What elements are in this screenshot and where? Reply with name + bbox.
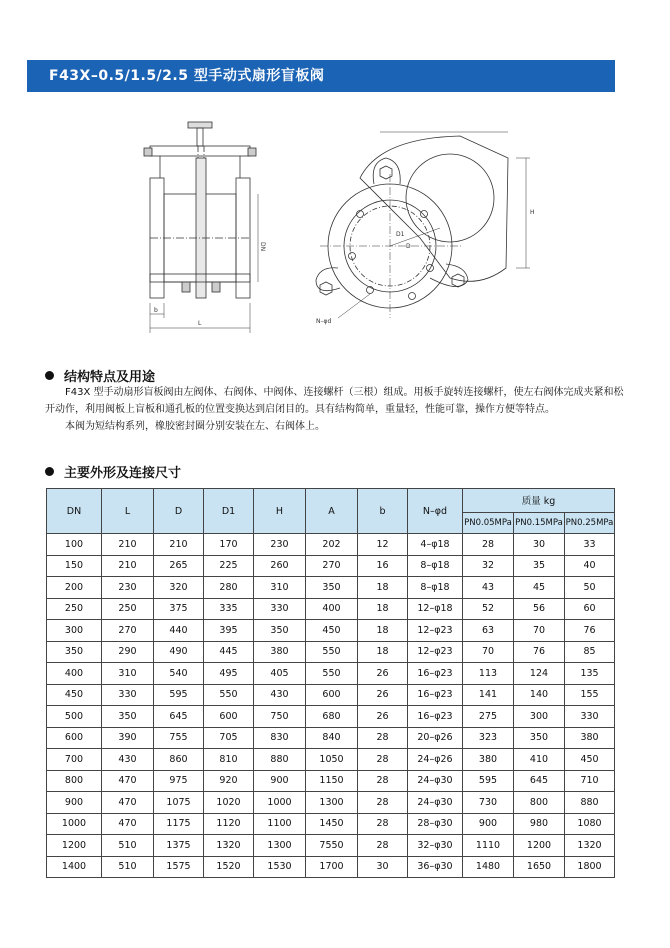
section-dimensions-heading: 主要外形及连接尺寸 [45,462,181,481]
table-cell: 230 [102,577,154,599]
table-cell: 100 [47,534,102,556]
table-cell: 680 [306,706,358,728]
table-cell: 350 [47,641,102,663]
table-cell: 202 [306,534,358,556]
col-header-d1: D1 [204,489,254,534]
table-cell: 810 [204,749,254,771]
table-row [47,770,615,792]
table-cell: 1650 [514,856,565,878]
table-body [47,534,615,878]
bullet-icon [45,467,54,476]
table-cell: 880 [254,749,306,771]
table-row [47,598,615,620]
table-cell: 550 [306,641,358,663]
dim-d-label: D [406,243,411,250]
section-structure-text [45,384,625,435]
table-cell: 150 [47,555,102,577]
table-cell: 260 [254,555,306,577]
table-row [47,641,615,663]
table-cell: 710 [565,770,615,792]
table-cell: 830 [254,727,306,749]
table-cell: 840 [306,727,358,749]
table-cell: 330 [254,598,306,620]
table-cell: 76 [565,620,615,642]
table-cell: 975 [154,770,204,792]
table-cell: 1800 [565,856,615,878]
table-cell: 24–φ30 [408,792,463,814]
table-cell: 450 [47,684,102,706]
table-cell: 76 [514,641,565,663]
table-cell: 26 [358,663,408,685]
table-cell: 113 [463,663,514,685]
table-cell: 1075 [154,792,204,814]
table-cell: 250 [47,598,102,620]
table-cell: 43 [463,577,514,599]
dim-d1-label: D1 [396,231,405,238]
table-row [47,620,615,642]
table-cell: 26 [358,706,408,728]
col-header-dn: DN [47,489,102,534]
table-cell: 8–φ18 [408,577,463,599]
table-cell: 26 [358,684,408,706]
table-cell: 85 [565,641,615,663]
table-cell: 225 [204,555,254,577]
table-cell: 210 [102,555,154,577]
table-cell: 265 [154,555,204,577]
table-cell: 270 [102,620,154,642]
table-cell: 50 [565,577,615,599]
table-cell: 8–φ18 [408,555,463,577]
table-cell: 310 [254,577,306,599]
section-structure-heading: 结构特点及用途 [45,366,155,385]
table-row [47,813,615,835]
table-cell: 540 [154,663,204,685]
table-cell: 124 [514,663,565,685]
table-cell: 28 [358,813,408,835]
table-cell: 330 [565,706,615,728]
table-cell: 52 [463,598,514,620]
table-row [47,835,615,857]
table-cell: 24–φ26 [408,749,463,771]
table-cell: 920 [204,770,254,792]
table-cell: 1320 [204,835,254,857]
table-cell: 1200 [514,835,565,857]
structure-paragraph: F43X 型手动扇形盲板阀由左阀体、右阀体、中阀体、连接螺杆（三根）组成。用板手旋转连接螺杆，使左右阀体完成夹紧和松开动作，利用阀板上盲板和通孔板的位置变换达到启闭目的。具有结构简单，重量轻，性能可靠，操作方便等特点。 [45,387,624,415]
table-row [47,792,615,814]
table-cell: 300 [47,620,102,642]
col-header-nd: N–φd [408,489,463,534]
table-cell: 350 [102,706,154,728]
table-row [47,684,615,706]
table-cell: 1480 [463,856,514,878]
col-header-pn015: PN0.15MPa [514,512,565,533]
table-cell: 350 [306,577,358,599]
table-cell: 1175 [154,813,204,835]
table-cell: 320 [154,577,204,599]
table-cell: 155 [565,684,615,706]
table-cell: 310 [102,663,154,685]
table-cell: 18 [358,641,408,663]
table-cell: 390 [102,727,154,749]
table-cell: 28 [463,534,514,556]
table-cell: 290 [102,641,154,663]
table-cell: 350 [514,727,565,749]
table-cell: 550 [306,663,358,685]
table-cell: 405 [254,663,306,685]
table-cell: 20–φ26 [408,727,463,749]
dim-b-label: b [154,307,158,314]
table-cell: 430 [254,684,306,706]
table-cell: 705 [204,727,254,749]
table-cell: 470 [102,770,154,792]
table-cell: 1400 [47,856,102,878]
table-cell: 4–φ18 [408,534,463,556]
table-cell: 1700 [306,856,358,878]
table-row [47,706,615,728]
table-cell: 700 [47,749,102,771]
table-cell: 470 [102,792,154,814]
table-cell: 28 [358,792,408,814]
table-cell: 380 [463,749,514,771]
table-cell: 32 [463,555,514,577]
table-cell: 900 [47,792,102,814]
table-cell: 380 [565,727,615,749]
table-cell: 1150 [306,770,358,792]
col-header-pn025: PN0.25MPa [565,512,615,533]
col-header-b: b [358,489,408,534]
col-header-h: H [254,489,306,534]
table-cell: 18 [358,620,408,642]
table-cell: 1120 [204,813,254,835]
table-cell: 395 [204,620,254,642]
table-cell: 1575 [154,856,204,878]
table-cell: 16–φ23 [408,706,463,728]
table-cell: 32–φ30 [408,835,463,857]
table-cell: 880 [565,792,615,814]
table-cell: 210 [102,534,154,556]
table-cell: 1520 [204,856,254,878]
table-cell: 28 [358,835,408,857]
table-cell: 800 [514,792,565,814]
table-row [47,555,615,577]
table-cell: 445 [204,641,254,663]
table-cell: 900 [463,813,514,835]
table-cell: 280 [204,577,254,599]
table-row [47,856,615,878]
table-row [47,534,615,556]
table-cell: 380 [254,641,306,663]
table-cell: 1000 [254,792,306,814]
table-cell: 430 [102,749,154,771]
col-header-mass: 质量 kg [463,489,615,513]
table-cell: 12 [358,534,408,556]
table-cell: 755 [154,727,204,749]
table-cell: 1050 [306,749,358,771]
table-cell: 400 [47,663,102,685]
table-cell: 70 [514,620,565,642]
table-cell: 16 [358,555,408,577]
table-cell: 800 [47,770,102,792]
table-cell: 24–φ30 [408,770,463,792]
front-view [316,132,530,318]
table-cell: 1020 [204,792,254,814]
structure-note: 本阀为短结构系列，橡胶密封圈分别安装在左、右阀体上。 [65,421,325,432]
table-cell: 860 [154,749,204,771]
table-cell: 200 [47,577,102,599]
table-cell: 40 [565,555,615,577]
table-cell: 70 [463,641,514,663]
table-cell: 1375 [154,835,204,857]
table-cell: 510 [102,835,154,857]
dimensions-table [46,488,615,878]
table-cell: 600 [47,727,102,749]
table-cell: 170 [204,534,254,556]
table-cell: 63 [463,620,514,642]
table-cell: 45 [514,577,565,599]
table-cell: 35 [514,555,565,577]
table-cell: 1100 [254,813,306,835]
col-header-d: D [154,489,204,534]
valve-drawing [120,118,540,338]
table-cell: 16–φ23 [408,684,463,706]
table-cell: 500 [47,706,102,728]
table-cell: 1530 [254,856,306,878]
table-cell: 210 [154,534,204,556]
table-cell: 410 [514,749,565,771]
table-cell: 980 [514,813,565,835]
table-cell: 141 [463,684,514,706]
table-cell: 490 [154,641,204,663]
table-cell: 330 [102,684,154,706]
table-cell: 12–φ23 [408,620,463,642]
table-cell: 323 [463,727,514,749]
table-cell: 7550 [306,835,358,857]
dim-l-label: L [198,320,202,327]
table-cell: 275 [463,706,514,728]
table-cell: 300 [514,706,565,728]
table-cell: 33 [565,534,615,556]
table-cell: 645 [154,706,204,728]
table-cell: 28 [358,727,408,749]
table-cell: 140 [514,684,565,706]
table-cell: 470 [102,813,154,835]
table-cell: 18 [358,598,408,620]
col-header-pn005: PN0.05MPa [463,512,514,533]
table-cell: 56 [514,598,565,620]
table-cell: 600 [204,706,254,728]
table-cell: 375 [154,598,204,620]
bullet-icon [45,371,54,380]
side-view [144,122,258,333]
table-cell: 1320 [565,835,615,857]
table-row [47,749,615,771]
table-cell: 1110 [463,835,514,857]
table-cell: 36–φ30 [408,856,463,878]
table-cell: 270 [306,555,358,577]
table-cell: 1200 [47,835,102,857]
table-cell: 350 [254,620,306,642]
dim-h-label: H [530,209,535,216]
table-cell: 750 [254,706,306,728]
table-row [47,577,615,599]
table-cell: 230 [254,534,306,556]
table-cell: 645 [514,770,565,792]
table-cell: 900 [254,770,306,792]
table-cell: 550 [204,684,254,706]
table-cell: 595 [463,770,514,792]
table-cell: 28 [358,770,408,792]
table-row [47,663,615,685]
table-cell: 1450 [306,813,358,835]
table-cell: 250 [102,598,154,620]
page-title: F43X–0.5/1.5/2.5 型手动式扇形盲板阀 [27,60,615,92]
table-cell: 495 [204,663,254,685]
table-cell: 18 [358,577,408,599]
table-cell: 60 [565,598,615,620]
table-cell: 135 [565,663,615,685]
table-cell: 1000 [47,813,102,835]
table-cell: 510 [102,856,154,878]
table-cell: 450 [306,620,358,642]
table-row [47,727,615,749]
table-cell: 440 [154,620,204,642]
col-header-l: L [102,489,154,534]
table-cell: 600 [306,684,358,706]
dim-nd-label: N–φd [316,318,332,325]
table-cell: 1300 [306,792,358,814]
table-cell: 12–φ23 [408,641,463,663]
table-cell: 30 [358,856,408,878]
table-cell: 30 [514,534,565,556]
table-cell: 1300 [254,835,306,857]
table-cell: 450 [565,749,615,771]
table-cell: 400 [306,598,358,620]
table-cell: 16–φ23 [408,663,463,685]
table-cell: 12–φ18 [408,598,463,620]
table-cell: 595 [154,684,204,706]
table-cell: 28 [358,749,408,771]
dim-dn-label: DN [259,242,266,252]
table-cell: 335 [204,598,254,620]
table-cell: 28–φ30 [408,813,463,835]
table-cell: 1080 [565,813,615,835]
table-cell: 730 [463,792,514,814]
col-header-a: A [306,489,358,534]
